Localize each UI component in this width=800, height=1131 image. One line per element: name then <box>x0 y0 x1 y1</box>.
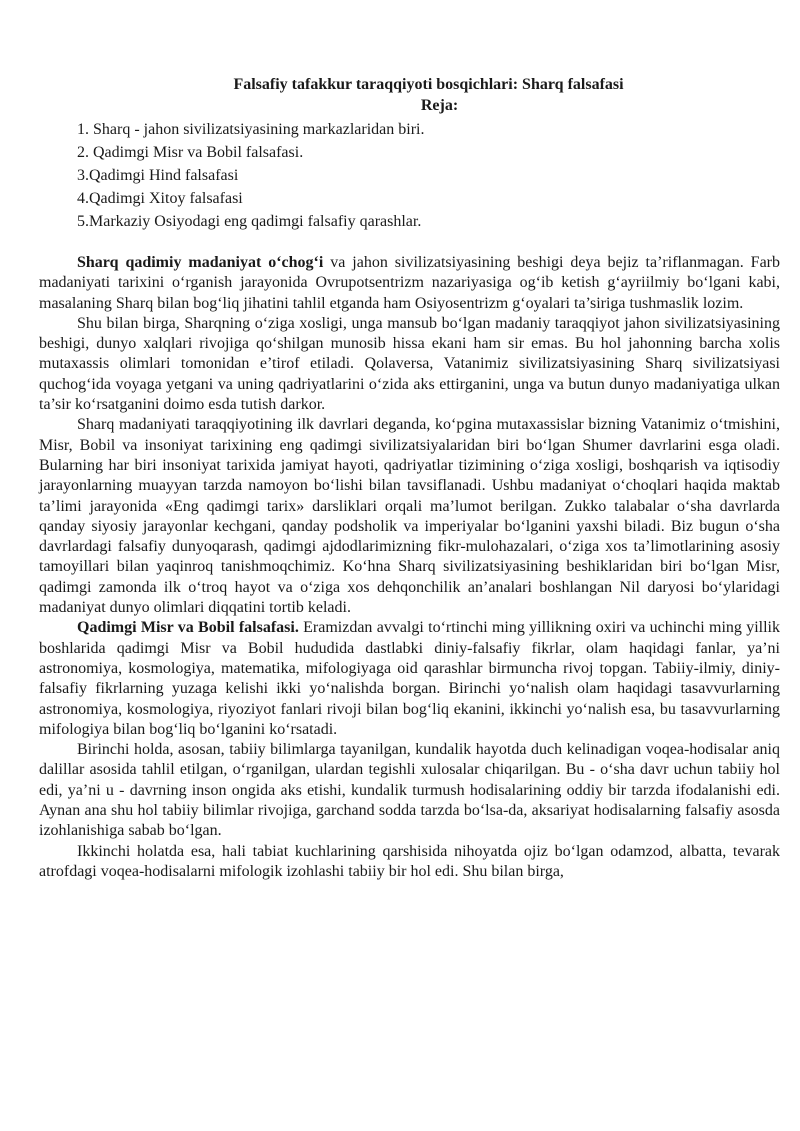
paragraph-text: Ikkinchi holatda esa, hali tabiat kuchlarining qarshisida nihoyatda ojiz bo‘lgan odamzod, albatta, tevarak atrofdagi voqea-hodisalarni mifologik izohlashi tabiiy bir hol edi. Shu bilan birga, <box>39 842 780 880</box>
paragraph <box>39 618 780 740</box>
paragraph-text: Shu bilan birga, Sharqning o‘ziga xosligi, unga mansub bo‘lgan madaniy taraqqiyot jahon sivilizatsiyasining beshigi, dunyo xalqlari rivojiga qo‘shilgan munosib hissa ekani ham sir emas. Bu hol jahonning barcha xolis mutaxassis olimlari tomonidan e’tirof etiladi. Qolaversa, Vatanimiz sivilizatsiyasining Sharq sivilizatsiyasi quchog‘ida voyaga yetgani va uning qadriyatlarini o‘zida aks ettirganini, unga va butun dunyo madaniyatiga ulkan ta’sir ko‘rsatganini doimo esda tutish darkor. <box>39 314 780 414</box>
plan-item: 4.Qadimgi Xitoy falsafasi <box>77 190 243 207</box>
document-title: Falsafiy tafakkur taraqqiyoti bosqichlari: Sharq falsafasi <box>233 76 624 93</box>
paragraph-text: va jahon sivilizatsiyasining beshigi deya bejiz ta’riflanmagan. Farb madaniyati tarixini o‘rganish jarayonida Ovrupotsentrizm nazariyasiga og‘ib ketish g‘ayriilmiy bo‘lgani kabi, masalaning Sharq bilan bog‘liq jihatini tahlil etganda ham Osiyosentrizm g‘oyalari ta’siriga tushmaslik lozim. <box>39 254 780 312</box>
paragraph <box>39 253 780 314</box>
plan-heading: Reja: <box>420 97 459 114</box>
plan-list <box>39 118 780 233</box>
paragraph-lead: Sharq qadimiy madaniyat o‘chog‘i <box>77 254 324 271</box>
paragraph <box>39 740 780 841</box>
paragraph <box>39 415 780 618</box>
plan-item: 1. Sharq - jahon sivilizatsiyasining markazlaridan biri. <box>77 121 425 138</box>
paragraph-lead: Qadimgi Misr va Bobil falsafasi. <box>77 619 299 637</box>
plan-item: 3.Qadimgi Hind falsafasi <box>77 167 239 184</box>
document-body <box>39 253 780 882</box>
paragraph-text: Birinchi holda, asosan, tabiiy bilimlarga tayanilgan, kundalik hayotda duch kelinadigan voqea-hodisalar aniq dalillar asosida tahlil etilgan, o‘rganilgan, ulardan tegishli xulosalar chiqarilgan. Bu - o‘sha davr uchun tabiiy hol edi, ya’ni u - davrning inson ongida aks etishi, kundalik turmush hodisalarining oddiy bir tarzda ifodalanishi edi. Aynan ana shu hol tabiiy bilimlar rivojiga, garchand sodda tarzda bo‘lsa-da, aksariyat hodisalarning falsafiy asosda izohlanishiga sabab bo‘lgan. <box>39 741 780 840</box>
plan-item: 2. Qadimgi Misr va Bobil falsafasi. <box>77 144 304 161</box>
paragraph-text: Eramizdan avvalgi to‘rtinchi ming yillikning oxiri va uchinchi ming yillik boshlarida qadimgi Misr va Bobil hududida dastlabki diniy-falsafiy fikrlar, olam haqidagi fanlar, ya’ni astronomiya, kosmologiya, matematika, mifologiyaga oid qarashlar birmuncha rivoj topgan. Tabiiy-ilmiy, diniy-falsafiy fikrlarning yuzaga kelishi ikki yo‘nalishda borgan. Birinchi yo‘nalish olam haqidagi tasavvurlarning astronomiya, kosmologiya, riyoziyot fanlari rivoji bilan bog‘liq ekanini, ikkinchi yo‘nalish esa, bu tasavvurlarning mifologiya bilan bog‘liq bo‘lganini ko‘rsatadi. <box>39 619 780 738</box>
paragraph-text: Sharq madaniyati taraqqiyotining ilk davrlari deganda, ko‘pgina mutaxassislar bizning Vatanimiz o‘tmishini, Misr, Bobil va insoniyat tarixining eng qadimgi sivilizatsiyalaridan biri bo‘lgan Shumer davrlarini esga oladi. Bularning har biri insoniyat tarixida jamiyat hayoti, qadriyatlar tizimining o‘ziga xosligi, boshqarish va iqtisodiy jarayonlarning muayyan tarzda namoyon bo‘lishi bilan tavsiflanadi. Ushbu madaniyat o‘choqlari haqida maktab ta’limi jarayonida «Eng qadimgi tarix» darsliklari orqali ma’lumot berilgan. Zukko talabalar o‘sha davrlarda qanday siyosiy jarayonlar kechgani, qanday podsholik va imperiyalar bo‘lganini yaxshi biladi. Biz bugun o‘sha davrlardagi falsafiy dunyoqarash, qadimgi ajdodlarimizning fikr-mulohazalari, o‘ziga xos ta’limotlarining asosiy tamoyillari bilan yaqinroq tanishmoqchimiz. Ko‘hna Sharq sivilizatsiyasining beshiklaridan biri bo‘lgan Misr, qadimgi zamonda ilk o‘troq hayot va o‘ziga xos dehqonchilik an’analari boshlangan Nil daryosi bo‘ylaridagi madaniyat dunyo olimlari diqqatini tortib keladi. <box>39 416 780 617</box>
paragraph <box>39 842 780 883</box>
paragraph <box>39 314 780 415</box>
plan-item: 5.Markaziy Osiyodagi eng qadimgi falsafiy qarashlar. <box>77 213 422 230</box>
